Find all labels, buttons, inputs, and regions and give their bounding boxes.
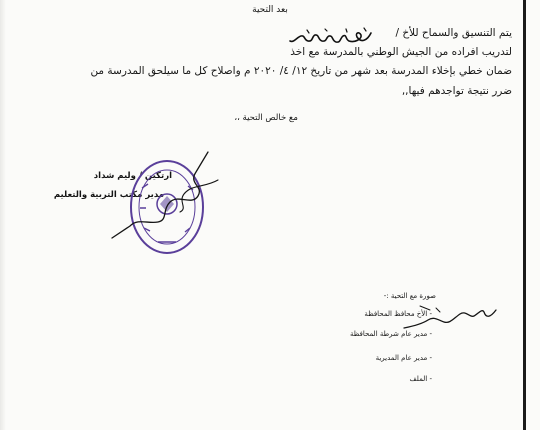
closing-salutation: مع خالص التحية ،، [234, 113, 298, 123]
body-line-2: لتدريب افراده من الجيش الوطني بالمدرسة مع اخذ [290, 46, 512, 58]
copy-recipient: - الأخ محافظ المحافظة [364, 310, 432, 318]
body-line-4: ضرر نتيجة تواجدهم فيها,, [401, 85, 512, 97]
signatory-name: ارتكين / وليم شداد [93, 171, 172, 181]
signatory-title: مدير مكتب التربية والتعليم [53, 190, 164, 200]
body-line-3: ضمان خطي بإخلاء المدرسة بعد شهر من تاريخ ١٢/ ٤/ ٢٠٢٠ م واصلاح كل ما سيلحق المدرسة من [90, 65, 512, 77]
page-shadow-edge [0, 0, 6, 430]
greeting: بعد التحية [252, 5, 288, 15]
copies-heading: صورة مع التحية :- [383, 292, 436, 300]
page-border-edge [523, 0, 526, 430]
handwritten-signature [108, 150, 223, 242]
copy-recipient: - الملف [409, 375, 432, 383]
copy-recipient: - مدير عام المديرية [375, 354, 432, 362]
body-line-1-start: يتم التنسيق والسماح للأخ / [395, 27, 512, 39]
copy-recipient: - مدير عام شرطة المحافظة [350, 330, 432, 338]
